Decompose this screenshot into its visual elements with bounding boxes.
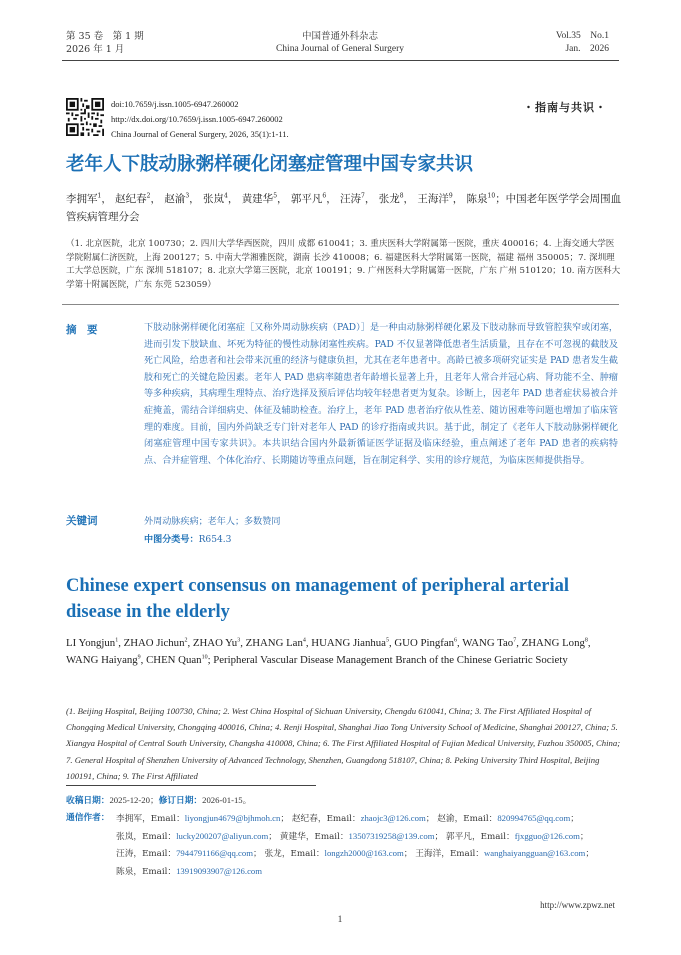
received-label: 收稿日期： bbox=[66, 796, 110, 806]
issue-date: 2026 年 1 月 bbox=[66, 44, 125, 55]
clc-line bbox=[144, 532, 231, 545]
affiliations-cn: （1. 北京医院，北京 100730；2. 四川大学华西医院，四川 成都 610041；3. 重庆医科大学附属第一医院，重庆 400016；4. 上海交通大学医学院附属仁济医院，上海 200127；5. 中南大学湘雅医院，湖南 长沙 410008；6. 福建医科大学附属第一医院，福建 福州 350005；7. 深圳理工大学总医院，广东 深圳 518107；8. 北京大学第三医院，北京 100191；9. 广州医科大学附属第一医院，广东 广州 510120；10. 南方医科大学第十附属医院，广东 东莞 523059） bbox=[66, 239, 621, 290]
qr-code-icon bbox=[66, 98, 104, 136]
author-cn: 赵渝$^3$ bbox=[164, 192, 190, 205]
corr-entry: 汪涛，Email：7944791166@qq.com； bbox=[116, 848, 262, 860]
author-cn: 赵纪春$^2$ bbox=[115, 192, 151, 205]
author-cn: 黄建华$^5$ bbox=[241, 192, 278, 205]
abstract-text: 下肢动脉粥样硬化闭塞症［又称外周动脉疾病（PAD）］是一种由动脉粥样硬化累及下肢动脉而导致管腔狭窄或闭塞，进而引发下肢缺血、坏死为特征的慢性动脉闭塞性疾病。PAD 不仅显著降低患者生活质量，且存在不可忽视的截肢及死亡风险，给患者和社会带来沉重的经济与健康负担，尤其在老年患者中。高龄已被多项研究证实是 PAD 患者发生截肢和死亡的关键危险因素。老年人 PAD 患病率随患者年龄增长显著上升，且老年人常合并冠心病、肾功能不全、肿瘤等多种疾病，其病理生理特点、治疗选择及预后评估均较年轻患者更为复杂。诊断上，因老年 PAD 患者症状易被合并症掩盖，需结合详细病史、体征及辅助检查。治疗上，老年 PAD 患者治疗依从性差、随访困难等问题也增加了临床管理的难度。目前，国内外尚缺乏专门针对老年人 PAD 的诊疗指南或共识。基于此，制定了《老年人下肢动脉粥样硬化闭塞症管理中国专家共识》。本共识结合国内外最新循证医学证据及临床经验，重点阐述了老年 PAD 患者的疾病特点、合并症管理、个体化治疗、长期随访等重点问题，旨在制定科学、实用的诊疗规范，为临床医师提供指导。 bbox=[144, 323, 618, 466]
clc-code: R654.3 bbox=[198, 535, 232, 545]
clc-label: 中图分类号： bbox=[144, 535, 199, 545]
author-en: ZHANG Lan$^4$ bbox=[245, 637, 306, 649]
revised-date: 2026-01-15。 bbox=[202, 795, 252, 805]
keywords-label: 关键词 bbox=[66, 515, 98, 527]
author-en: ZHAO Yu$^3$ bbox=[192, 637, 241, 649]
volume-issue: 第 35 卷 第 1 期 bbox=[66, 31, 144, 42]
corr-entry: 郭平凡，Email：fjxgguo@126.com； bbox=[445, 830, 589, 842]
page-number: 1 bbox=[337, 915, 343, 925]
author-cn: 张岚$^4$ bbox=[203, 192, 228, 205]
authors-en: LI Yongjun$^1$, ZHAO Jichun$^2$, ZHAO Yu$^3$, ZHANG Lan$^4$, HUANG Jianhua$^5$, GUO Pingfan$^6$, WANG Tao$^7$, ZHANG Long$^8$, WANG Haiyang$^9$, CHEN Quan$^{10}$; Peripheral Vascular Disease Management Branch of the Chinese Geriatric Society bbox=[66, 637, 591, 666]
author-en: CHEN Quan$^{10}$ bbox=[146, 654, 208, 666]
email-link[interactable]: lucky200207@aliyun.com bbox=[176, 830, 269, 841]
corresponding-label: 通信作者： bbox=[66, 813, 110, 823]
authors-suffix-en: ; Peripheral Vascular Disease Management Branch of the Chinese Geriatric Society bbox=[207, 654, 568, 666]
corr-entry: 张岚，Email：lucky200207@aliyun.com； bbox=[116, 830, 277, 842]
section-tag: ・指南与共识・ bbox=[523, 101, 607, 114]
journal-name-cn: 中国普通外科杂志 bbox=[301, 31, 378, 42]
author-en: WANG Tao$^7$ bbox=[462, 637, 517, 649]
article-meta bbox=[111, 97, 289, 142]
author-en: ZHAO Jichun$^2$ bbox=[123, 637, 188, 649]
running-header-left bbox=[66, 30, 144, 56]
corr-entry: 赵渝，Email：820994765@qq.com； bbox=[437, 813, 579, 824]
author-cn: 王海洋$^9$ bbox=[417, 192, 453, 205]
corr-entry: 陈泉，Email：13919093907@126.com bbox=[116, 865, 263, 877]
email-link[interactable]: 13507319258@139.com bbox=[348, 830, 435, 841]
author-en: WANG Haiyang$^9$ bbox=[66, 654, 141, 666]
author-en: HUANG Jianhua$^5$ bbox=[311, 637, 389, 649]
author-cn: 陈泉$^{10}$ bbox=[466, 192, 496, 205]
doi-url[interactable]: http://dx.doi.org/10.7659/j.issn.1005-6947.260002 bbox=[111, 114, 283, 124]
journal-website-link[interactable]: http://www.zpwz.net bbox=[540, 900, 615, 910]
author-cn: 张龙$^8$ bbox=[378, 192, 404, 205]
header-rule bbox=[62, 60, 619, 61]
email-link[interactable]: wanghaiyangguan@163.com bbox=[483, 848, 586, 859]
citation: China Journal of General Surgery, 2026, 35(1):1-11. bbox=[111, 129, 289, 139]
received-date: 2025-12-20； bbox=[109, 795, 159, 805]
title-cn: 老年人下肢动脉粥样硬化闭塞症管理中国专家共识 bbox=[66, 154, 474, 175]
title-en: Chinese expert consensus on management of peripheral arterial disease in the elderly bbox=[66, 576, 570, 622]
corr-entry: 张龙，Email：longzh2000@163.com； bbox=[264, 848, 413, 860]
email-link[interactable]: liyongjun4679@bjhmoh.cn bbox=[184, 813, 281, 823]
dates-line bbox=[66, 792, 251, 810]
corresponding-authors bbox=[66, 810, 626, 880]
email-link[interactable]: 7944791166@qq.com bbox=[176, 848, 254, 859]
footnote-rule bbox=[66, 785, 316, 786]
authors-cn: 李拥军$^1$， 赵纪春$^2$， 赵渝$^3$， 张岚$^4$， 黄建华$^5$， 郭平凡$^6$， 汪涛$^7$， 张龙$^8$， 王海洋$^9$， 陈泉$^{10}$；中国老年医学学会周围血管疾病管理分会 bbox=[66, 192, 622, 223]
author-cn: 汪涛$^7$ bbox=[340, 192, 365, 205]
affiliations-en: (1. Beijing Hospital, Beijing 100730, China; 2. West China Hospital of Sichuan University, Chengdu 610041, China; 3. The First Affiliated Hospital of Chongqing Medical University, Chongqing 400016, China; 4. Renji Hospital, Shanghai Jiao Tong University School of Medicine, Shanghai 200127, China; 5. Xiangya Hospital of Central South University, Changsha 410008, China; 6. The First Affiliated Hospital of Fujian Medical University, Fuzhou 350005, China; 7. General Hospital of Shenzhen University of Advanced Technology, Shenzhen, Guangdong 518107, China; 8. Peking University Third Hospital, Beijing 100191, China; 9. The First Affiliated bbox=[66, 706, 621, 781]
corresponding-list bbox=[116, 810, 626, 880]
email-link[interactable]: 820994765@qq.com bbox=[497, 813, 571, 823]
author-en: GUO Pingfan$^6$ bbox=[394, 637, 458, 649]
author-cn: 郭平凡$^6$ bbox=[290, 192, 327, 205]
email-link[interactable]: fjxgguo@126.com bbox=[514, 830, 580, 841]
doi: doi:10.7659/j.issn.1005-6947.260002 bbox=[111, 99, 239, 109]
corr-entry: 黄建华，Email：13507319258@139.com； bbox=[279, 830, 444, 842]
author-en: LI Yongjun$^1$ bbox=[66, 637, 119, 649]
abstract-label: 摘 要 bbox=[66, 324, 98, 336]
volume-issue-en: Vol.35 No.1 bbox=[555, 31, 609, 41]
email-link[interactable]: longzh2000@163.com bbox=[324, 848, 404, 859]
email-link[interactable]: 13919093907@126.com bbox=[176, 865, 263, 876]
revised-label: 修订日期： bbox=[158, 796, 203, 806]
abstract-top-rule bbox=[62, 304, 619, 305]
corr-entry: 王海洋，Email：wanghaiyangguan@163.com； bbox=[415, 848, 595, 860]
corr-entry: 赵纪春，Email：zhaojc3@126.com； bbox=[291, 813, 435, 824]
issue-date-en: Jan. 2026 bbox=[565, 44, 609, 54]
author-en: ZHANG Long$^8$ bbox=[521, 637, 588, 649]
corr-entry: 李拥军，Email：liyongjun4679@bjhmoh.cn； bbox=[116, 813, 290, 824]
email-link[interactable]: zhaojc3@126.com bbox=[360, 813, 426, 823]
running-header-right bbox=[556, 30, 609, 56]
keywords-text: 外周动脉疾病；老年人；多数赞同 bbox=[144, 517, 281, 527]
authors-suffix-cn: ；中国老年医学学会周围血管疾病管理分会 bbox=[66, 193, 622, 223]
journal-name-en: China Journal of General Surgery bbox=[275, 44, 405, 54]
running-header-center bbox=[240, 30, 440, 56]
author-cn: 李拥军$^1$ bbox=[66, 192, 102, 205]
